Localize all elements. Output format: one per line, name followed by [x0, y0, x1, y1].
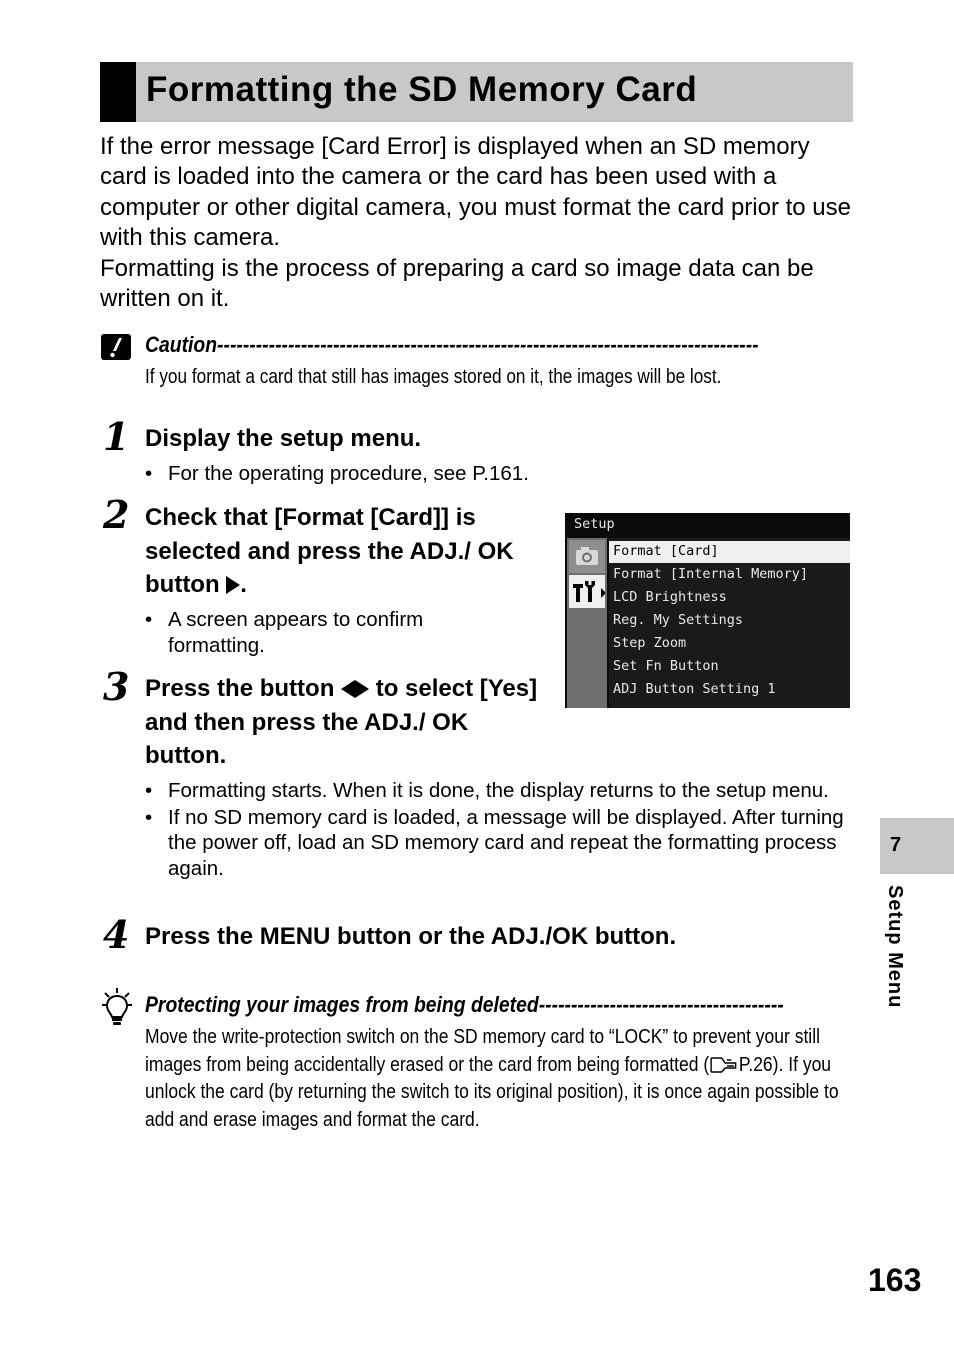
intro-paragraph-1: If the error message [Card Error] is displayed when an SD memory card is loaded into the camera or the card has been used with a computer or other digital camera, you must format the card prior to use with this camera. [100, 133, 851, 252]
chapter-label: Setup Menu [884, 885, 906, 1009]
lcd-menu-item: Reg. My Settings [613, 612, 744, 628]
step-1-title: Display the setup menu. [145, 425, 422, 452]
page-reference-icon [709, 1054, 739, 1074]
step-1-number: 1 [103, 414, 130, 459]
step-2-title [145, 501, 545, 602]
hint-heading: Protecting your images from being deleted-------------------------------------- [145, 992, 784, 1017]
lcd-title: Setup [574, 516, 615, 532]
step-3-number: 3 [103, 664, 130, 709]
hint-text-end: ). If you unlock the card (by returning the switch to its original position), it is once again possible to add and erase images and format the card. [145, 1053, 839, 1131]
title-marker [100, 62, 136, 122]
caution-heading: Caution------------------------------------------------------------------------------------ [145, 332, 759, 357]
lcd-menu-item: Step Zoom [613, 635, 687, 651]
caution-text: If you format a card that still has images stored on it, the images will be lost. [145, 366, 722, 388]
hint-text-start: Move the write-protection switch on the SD memory card to “LOCK” to prevent your still images from being accidentally erased or the card from being formatted ( [145, 1026, 820, 1076]
page-reference-link[interactable]: P.26 [738, 1053, 773, 1076]
step-4-number: 4 [103, 912, 130, 957]
page-title: Formatting the SD Memory Card [146, 70, 698, 109]
lightbulb-icon [102, 988, 132, 1026]
right-arrow-icon [355, 680, 369, 698]
step-2-title-text: Check that [Format [Card]] is selected and press the ADJ./ OK button [145, 504, 514, 598]
lcd-menu-list [609, 538, 850, 708]
hint-text [145, 1024, 852, 1134]
step-2-title-end: . [240, 571, 247, 598]
step-3-title-start: Press the button [145, 675, 335, 702]
camera-lcd-screenshot [565, 513, 850, 708]
list-item: • A screen appears to confirm formatting. [145, 607, 475, 658]
step-3-title [145, 672, 555, 773]
intro-text [100, 132, 860, 314]
page-number: 163 [868, 1262, 922, 1298]
step-4-title: Press the MENU button or the ADJ./OK button. [145, 923, 677, 950]
left-arrow-icon [341, 680, 355, 698]
lcd-menu-item: LCD Brightness [613, 589, 727, 605]
right-arrow-icon [226, 576, 240, 594]
step-1-bullets [145, 461, 845, 487]
lcd-tab-setup [569, 575, 605, 608]
chapter-number: 7 [890, 834, 902, 856]
list-item: • For the operating procedure, see P.161. [145, 461, 845, 487]
lcd-tab-column [567, 538, 607, 708]
lcd-tab-camera [569, 540, 605, 573]
lcd-menu-item: Format [Card] [613, 543, 719, 559]
step-3-bullets [145, 778, 845, 881]
list-item: • If no SD memory card is loaded, a message will be displayed. After turning the power off, load an SD memory card and repeat the formatting process again. [145, 805, 845, 882]
step-2-number: 2 [103, 492, 130, 537]
caution-icon [101, 334, 131, 360]
step-3-title-end: to select [Yes] and then press the ADJ./ OK button. [145, 675, 538, 769]
tools-icon [569, 575, 605, 608]
intro-paragraph-2: Formatting is the process of preparing a card so image data can be written on it. [100, 254, 814, 313]
lcd-menu-item: ADJ Button Setting 1 [613, 681, 776, 697]
lcd-menu-item: Format [Internal Memory] [613, 566, 809, 582]
step-2-bullets [145, 607, 475, 658]
lcd-menu-item: Set Fn Button [613, 658, 719, 674]
camera-icon [569, 540, 605, 573]
list-item: • Formatting starts. When it is done, the display returns to the setup menu. [145, 778, 845, 804]
